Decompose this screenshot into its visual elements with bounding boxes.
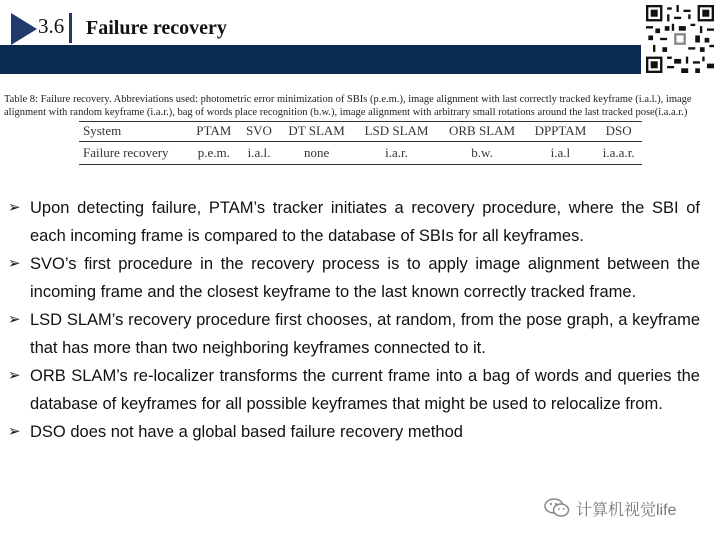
table-header: DT SLAM (279, 122, 355, 142)
table-header: PTAM (189, 122, 239, 142)
list-item (8, 306, 700, 362)
table-header: DPPTAM (525, 122, 595, 142)
page-title: Failure recovery (86, 17, 227, 39)
arrow-bullet-icon: ➢ (8, 367, 21, 384)
qr-code-icon (646, 5, 714, 73)
table-header-row (79, 122, 642, 142)
table-row (79, 142, 642, 165)
play-triangle-icon (11, 13, 37, 45)
bullet-text: LSD SLAM’s recovery procedure first chooses, at random, from the pose graph, a keyframe that has more than two neighboring keyframes connected to it. (30, 311, 700, 357)
table-cell: i.a.a.r. (595, 142, 642, 165)
list-item (8, 194, 700, 250)
table-cell: i.a.l (525, 142, 595, 165)
table-caption: Table 8: Failure recovery. Abbreviations used: photometric error minimization of SBIs (p.e.m.), image alignment with last correctly tracked keyframe (i.a.l.), image alignment with random keyframe (i.a.r.), bag of words place recognition (b.w.), image alignment with arbitrary small rotations around the last tracked pose(i.a.a.r.) (4, 94, 692, 118)
recovery-table (79, 121, 642, 165)
table-header: SVO (239, 122, 279, 142)
table-header: DSO (595, 122, 642, 142)
arrow-bullet-icon: ➢ (8, 199, 21, 216)
wechat-icon (544, 498, 570, 518)
watermark-text: 计算机视觉life (576, 501, 677, 519)
arrow-bullet-icon: ➢ (8, 423, 21, 440)
list-item (8, 418, 700, 446)
section-number: 3.6 (38, 14, 65, 38)
list-item (8, 250, 700, 306)
table-cell: i.a.l. (239, 142, 279, 165)
table-cell: p.e.m. (189, 142, 239, 165)
table-header: System (79, 122, 189, 142)
table-header: LSD SLAM (354, 122, 438, 142)
section-divider (69, 13, 72, 43)
table-cell: Failure recovery (79, 142, 189, 165)
watermark (544, 496, 676, 520)
arrow-bullet-icon: ➢ (8, 255, 21, 272)
bullet-text: DSO does not have a global based failure recovery method (30, 423, 463, 441)
header-band (0, 45, 641, 74)
table-cell: none (279, 142, 355, 165)
table-cell: i.a.r. (354, 142, 438, 165)
table-header: ORB SLAM (439, 122, 526, 142)
table-cell: b.w. (439, 142, 526, 165)
bullet-text: SVO’s first procedure in the recovery process is to apply image alignment between the incoming frame and the closest keyframe to the last known correctly tracked frame. (30, 255, 700, 301)
list-item (8, 362, 700, 418)
bullet-list (8, 194, 700, 446)
bullet-text: ORB SLAM’s re-localizer transforms the current frame into a bag of words and queries the database of keyframes for all possible keyframes that might be used to relocalize from. (30, 367, 700, 413)
arrow-bullet-icon: ➢ (8, 311, 21, 328)
bullet-text: Upon detecting failure, PTAM’s tracker initiates a recovery procedure, where the SBI of each incoming frame is compared to the database of SBIs for all keyframes. (30, 199, 700, 245)
